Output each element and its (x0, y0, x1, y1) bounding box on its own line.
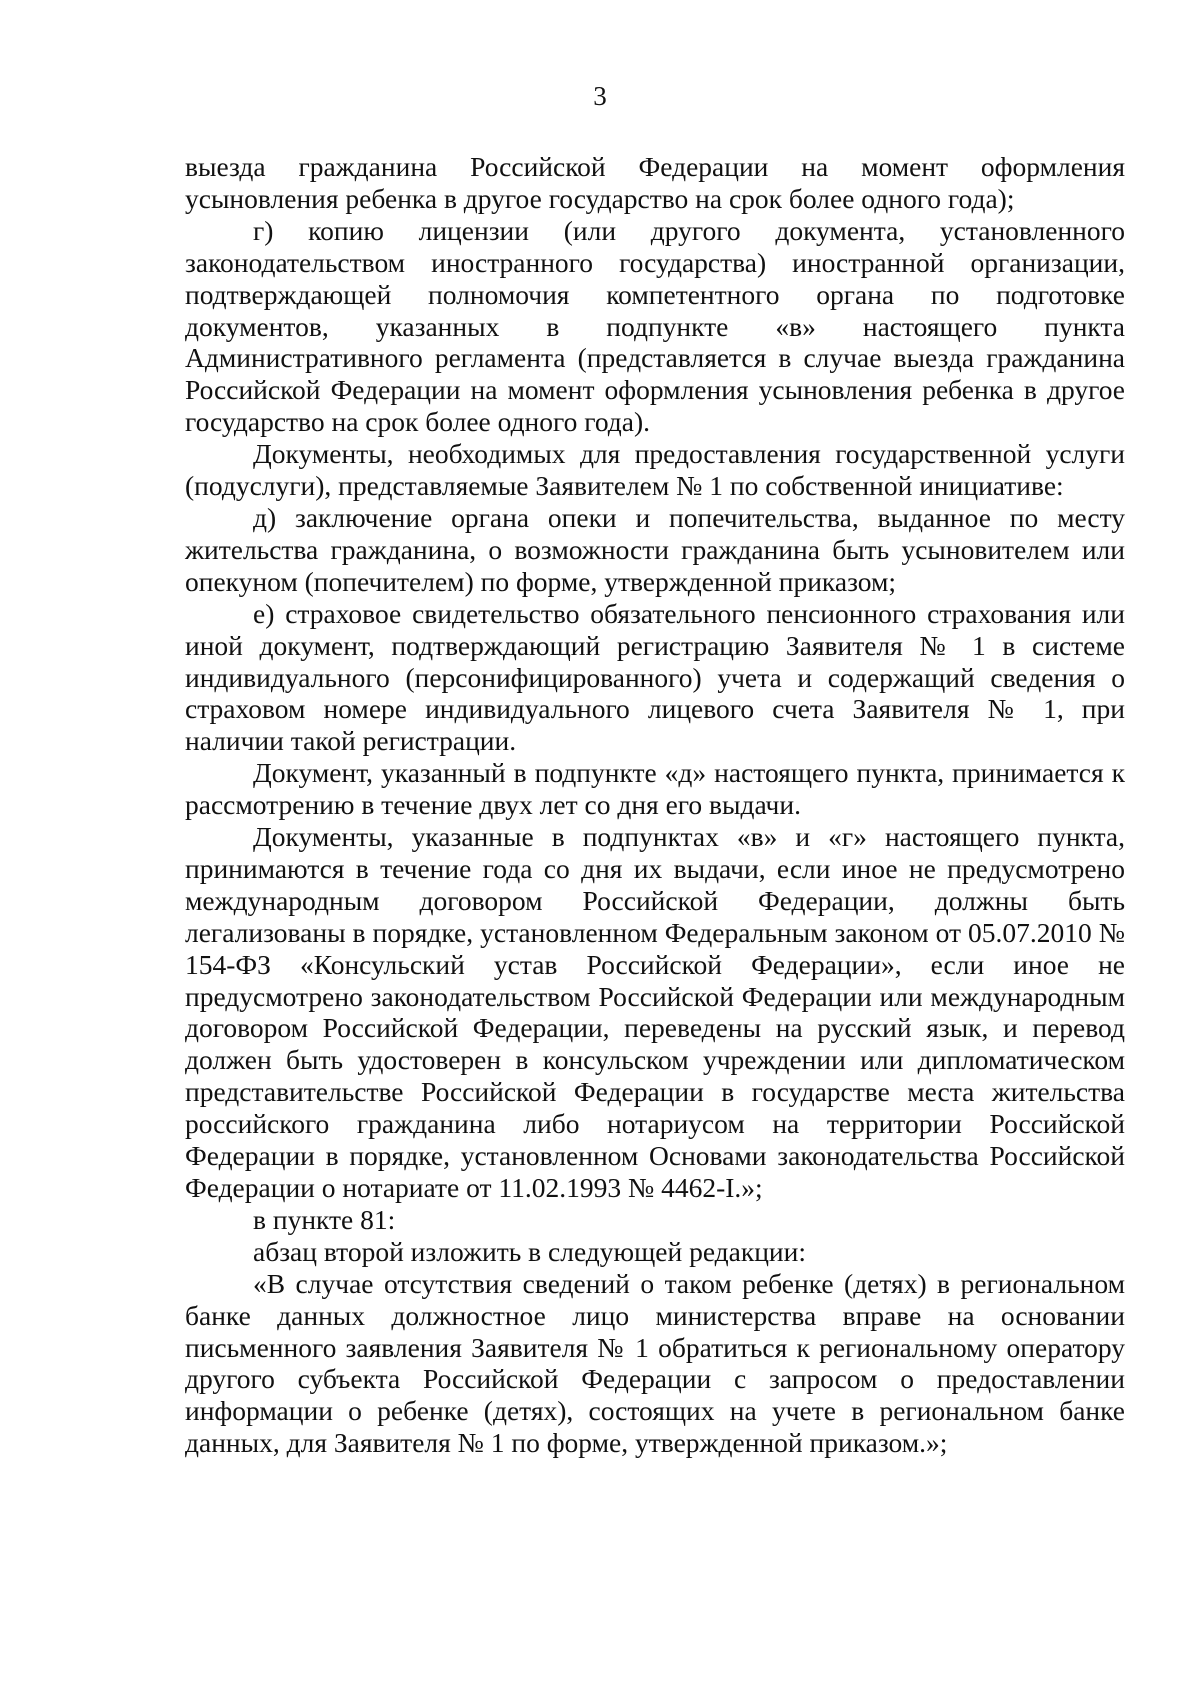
paragraph-point-81: в пункте 81: (253, 1203, 396, 1235)
document-body (185, 151, 1125, 1459)
paragraph-document-validity: Документ, указанный в подпункте «д» настоящего пункта, принимается к рассмотрению в течение двух лет со дня его выдачи. (185, 757, 1125, 821)
paragraph-new-wording: «В случае отсутствия сведений о таком ребенке (детях) в региональном банке данных должностное лицо министерства вправе на основании письменного заявления Заявителя № 1 обратиться к региональному оператору другого субъекта Российской Федерации с запросом о предоставлении информации о ребенке (детях), состоящих на учете в региональном банке данных, для Заявителя № 1 по форме, утвержденной приказом.»; (185, 1267, 1125, 1459)
paragraph-item-e: е) страховое свидетельство обязательного пенсионного страхования или иной документ, подтверждающий регистрацию Заявителя № 1 в системе индивидуального (персонифицированного) учета и содержащий сведения о страховом номере индивидуального лицевого счета Заявителя № 1, при наличии такой регистрации. (185, 597, 1125, 757)
paragraph-legalization: Документы, указанные в подпунктах «в» и «г» настоящего пункта, принимаются в течение года со дня их выдачи, если иное не предусмотрено международным договором Российской Федерации, должны быть легализованы в порядке, установленном Федеральным законом от 05.07.2010 № 154-ФЗ «Консульский устав Российской Федерации», если иное не предусмотрено законодательством Российской Федерации или международным договором Российской Федерации, переведены на русский язык, и перевод должен быть удостоверен в консульском учреждении или дипломатическом представительстве Российской Федерации в государстве места жительства российского гражданина либо нотариусом на территории Российской Федерации в порядке, установленном Основами законодательства Российской Федерации о нотариате от 11.02.1993 № 4462-I.»; (185, 821, 1125, 1203)
paragraph-second-abzac: абзац второй изложить в следующей редакции: (253, 1235, 807, 1267)
paragraph-documents-own-initiative: Документы, необходимых для предоставления государственной услуги (подуслуги), представляемые Заявителем № 1 по собственной инициативе: (185, 438, 1125, 502)
paragraph-continuation: выезда гражданина Российской Федерации на момент оформления усыновления ребенка в другое государство на срок более одного года); (185, 151, 1125, 214)
paragraph-item-g: г) копию лицензии (или другого документа, установленного законодательством иностранного государства) иностранной организации, подтверждающей полномочия компетентного органа по подготовке документов, указанных в подпункте «в» настоящего пункта Административного регламента (представляется в случае выезда гражданина Российской Федерации на момент оформления усыновления ребенка в другое государство на срок более одного года). (185, 214, 1125, 438)
page-number: 3 (593, 81, 607, 111)
paragraph-item-d: д) заключение органа опеки и попечительства, выданное по месту жительства гражданина, о возможности гражданина быть усыновителем или опекуном (попечителем) по форме, утвержденной приказом; (185, 501, 1125, 597)
